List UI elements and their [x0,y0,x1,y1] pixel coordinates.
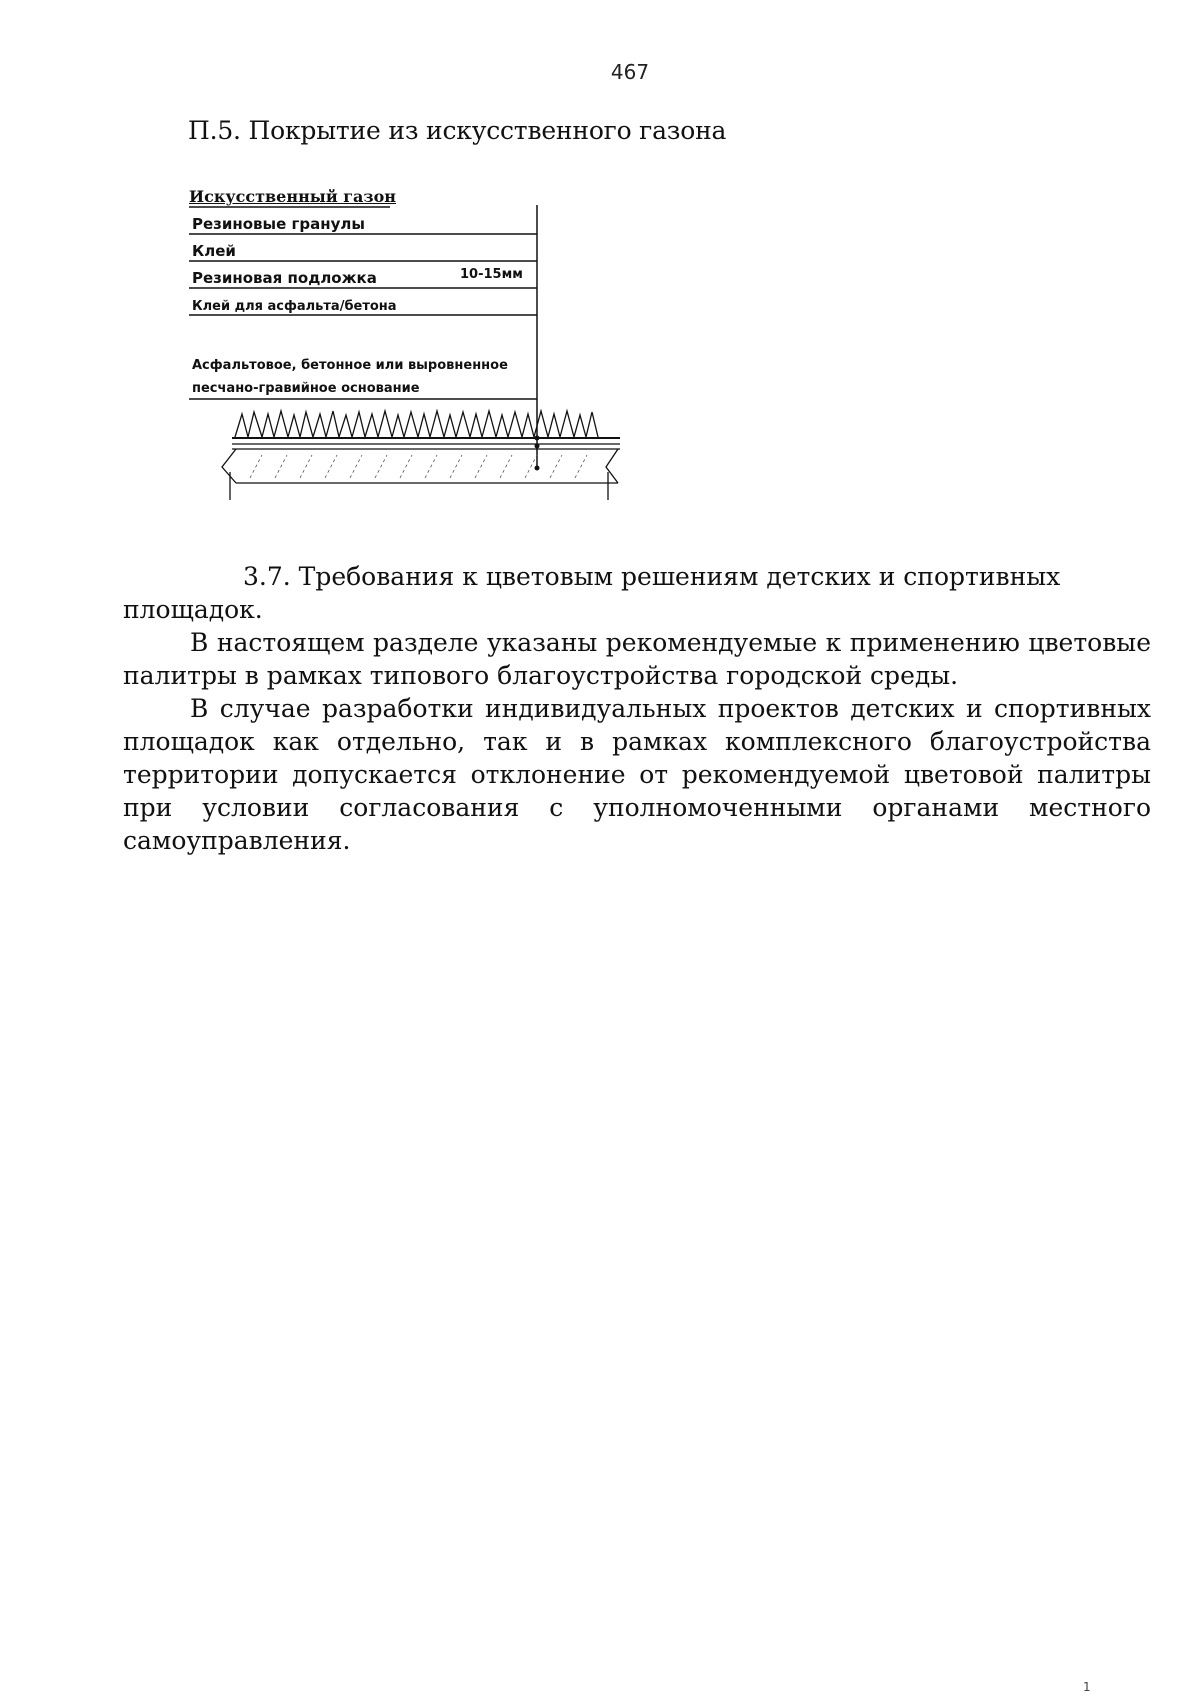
corner-mark: 1 [1083,1680,1091,1694]
callout-dot-bottom [535,466,540,471]
page-number: 467 [610,60,650,84]
turf-cross-section-diagram [0,0,1200,520]
layer-label-asphalt-glue: Клей для асфальта/бетона [192,299,397,314]
paragraph-individual-projects: В случае разработки индивидуальных проектов детских и спортивных площадок как отдельно, так и в рамках комплексного благоустройства территории допускается отклонение от рекомендуемой цветовой палитры при условии согласования с уполномоченными органами местного самоуправления. [123,694,1151,855]
base-slab-left-edge [222,449,236,483]
grass-blades [235,411,598,437]
section-heading: 3.7. Требования к цветовым решениям детских и спортивных площадок. [123,562,1061,624]
layer-label-granules: Резиновые гранулы [192,215,365,233]
callout-dot-middle [535,444,540,449]
section-title: П.5. Покрытие из искусственного газона [188,116,727,145]
diagram-title: Искусственный газон [189,187,397,206]
callout-dot-top [535,436,540,441]
thickness-label: 10-15мм [460,267,523,282]
layer-label-glue: Клей [192,242,236,260]
base-label-line2: песчано-гравийное основание [192,381,420,396]
base-label-line1: Асфальтовое, бетонное или выровненное [192,358,508,373]
layer-label-underlay: Резиновая подложка [192,269,377,287]
paragraph-palettes: В настоящем разделе указаны рекомендуемые к применению цветовые палитры в рамках типового благоустройства городской среды. [123,628,1151,690]
body-text [123,560,1151,857]
